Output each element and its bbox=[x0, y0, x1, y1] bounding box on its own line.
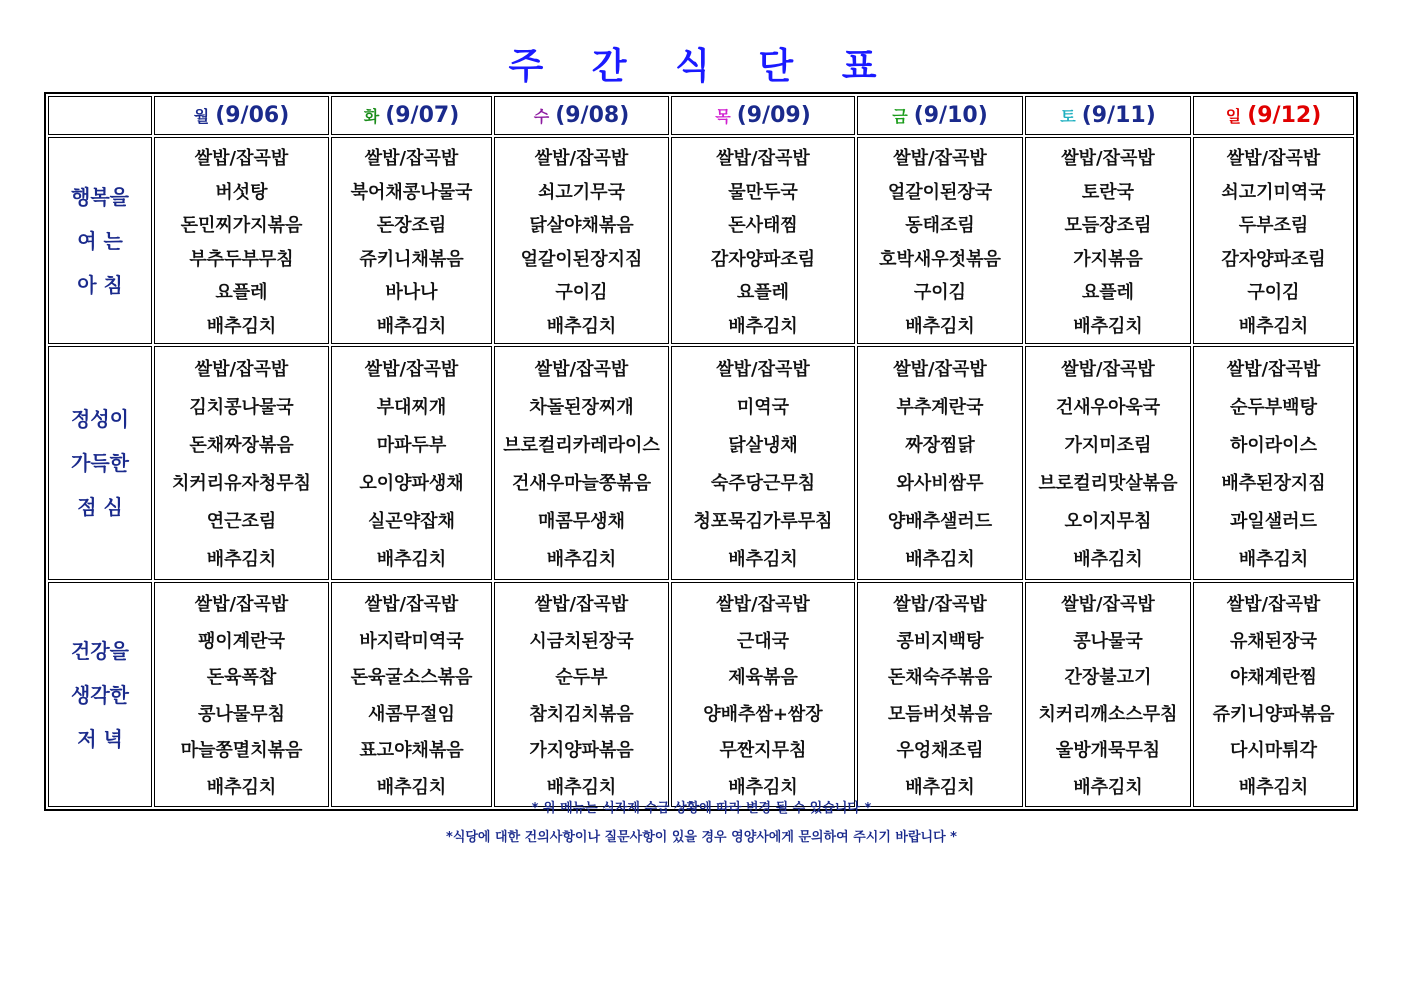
menu-item: 짜장찜닭 bbox=[905, 435, 975, 456]
menu-item: 근대국 bbox=[736, 630, 790, 652]
menu-item: 쇠고기미역국 bbox=[1221, 181, 1326, 203]
menu-item: 가지볶음 bbox=[1073, 248, 1143, 270]
menu-cell bbox=[331, 582, 492, 807]
meal-label bbox=[48, 137, 152, 344]
menu-item: 다시마튀각 bbox=[1230, 740, 1317, 761]
menu-item: 돈민찌가지볶음 bbox=[180, 215, 303, 236]
day-header bbox=[671, 96, 855, 135]
menu-item: 마파두부 bbox=[376, 435, 447, 456]
meal-label bbox=[48, 582, 152, 807]
menu-list bbox=[858, 347, 1022, 579]
menu-item: 배추된장지짐 bbox=[1221, 473, 1326, 494]
menu-list bbox=[155, 347, 328, 579]
menu-list bbox=[495, 138, 668, 343]
menu-item: 쌀밥/잡곡밥 bbox=[1226, 148, 1321, 169]
menu-item: 쌀밥/잡곡밥 bbox=[194, 148, 289, 169]
menu-item: 쌀밥/잡곡밥 bbox=[364, 148, 459, 169]
menu-item: 쌀밥/잡곡밥 bbox=[534, 359, 629, 380]
menu-item: 가지양파볶음 bbox=[529, 740, 634, 761]
menu-item: 간장불고기 bbox=[1064, 667, 1152, 688]
menu-cell bbox=[1193, 346, 1354, 580]
menu-list bbox=[332, 138, 491, 343]
menu-list bbox=[1026, 138, 1190, 343]
menu-list bbox=[1026, 583, 1190, 806]
menu-item: 바나나 bbox=[385, 282, 438, 303]
menu-item: 표고야채볶음 bbox=[359, 740, 464, 761]
menu-item: 배추김치 bbox=[206, 549, 277, 570]
menu-item: 쌀밥/잡곡밥 bbox=[893, 148, 987, 169]
menu-item: 쌀밥/잡곡밥 bbox=[1226, 359, 1321, 380]
menu-item: 김치콩나물국 bbox=[189, 397, 294, 418]
menu-item: 부추계란국 bbox=[896, 397, 984, 418]
menu-item: 돈사태찜 bbox=[728, 215, 798, 236]
menu-list bbox=[672, 138, 854, 343]
menu-item: 쌀밥/잡곡밥 bbox=[893, 359, 987, 380]
menu-cell bbox=[1025, 582, 1191, 807]
menu-item: 닭살냉채 bbox=[728, 435, 798, 456]
menu-item: 닭살야채볶음 bbox=[529, 215, 634, 236]
menu-cell bbox=[331, 137, 492, 344]
day-header bbox=[1025, 96, 1191, 135]
menu-item: 쌀밥/잡곡밥 bbox=[1061, 594, 1155, 615]
menu-list bbox=[332, 583, 491, 806]
menu-item: 실곤약잡채 bbox=[368, 511, 455, 532]
menu-cell bbox=[154, 137, 329, 344]
menu-item: 배추김치 bbox=[1238, 549, 1309, 570]
day-date: (9/06) bbox=[215, 103, 290, 128]
menu-item: 브로컬리맛살볶음 bbox=[1038, 473, 1178, 494]
menu-item: 시금치된장국 bbox=[529, 630, 634, 652]
menu-cell bbox=[154, 346, 329, 580]
menu-item: 부대찌개 bbox=[376, 397, 447, 418]
menu-item: 배추김치 bbox=[1238, 776, 1309, 798]
menu-item: 동태조림 bbox=[905, 215, 975, 236]
menu-item: 청포묵김가루무침 bbox=[693, 511, 833, 532]
menu-item: 배추김치 bbox=[1238, 315, 1309, 337]
meal-label bbox=[48, 346, 152, 580]
menu-list bbox=[672, 347, 854, 579]
menu-item: 구이김 bbox=[1247, 282, 1300, 303]
weekday-icon: 금 bbox=[892, 107, 908, 126]
menu-item: 쌀밥/잡곡밥 bbox=[716, 594, 810, 615]
meal-label-line: 건강을 bbox=[71, 638, 129, 663]
menu-item: 콩나물국 bbox=[1073, 630, 1143, 652]
menu-item: 감자양파조림 bbox=[710, 248, 816, 270]
menu-item: 배추김치 bbox=[546, 315, 617, 337]
weekday-icon: 토 bbox=[1060, 107, 1076, 126]
menu-item: 쌀밥/잡곡밥 bbox=[534, 148, 629, 169]
menu-item: 오이양파생채 bbox=[359, 473, 464, 494]
menu-item: 배추김치 bbox=[546, 776, 617, 798]
menu-cell bbox=[857, 137, 1023, 344]
menu-item: 쌀밥/잡곡밥 bbox=[716, 359, 810, 380]
menu-item: 배추김치 bbox=[1073, 549, 1143, 570]
meal-label-line: 아 침 bbox=[77, 272, 123, 297]
menu-item: 쌀밥/잡곡밥 bbox=[534, 594, 629, 615]
menu-item: 배추김치 bbox=[905, 549, 975, 570]
menu-item: 토란국 bbox=[1081, 181, 1135, 203]
menu-item: 배추김치 bbox=[546, 549, 617, 570]
menu-cell bbox=[857, 346, 1023, 580]
meal-label-line: 점 심 bbox=[77, 495, 123, 519]
menu-item: 유채된장국 bbox=[1230, 630, 1317, 652]
menu-list bbox=[858, 583, 1022, 806]
menu-item: 쌀밥/잡곡밥 bbox=[1061, 359, 1155, 380]
meal-label-line: 생각한 bbox=[71, 682, 129, 707]
menu-item: 버섯탕 bbox=[215, 181, 268, 203]
meal-label-line: 가득한 bbox=[71, 451, 129, 475]
menu-item: 브로컬리카레라이스 bbox=[503, 435, 660, 456]
menu-item: 얼갈이된장지짐 bbox=[520, 248, 643, 270]
menu-cell bbox=[671, 582, 855, 807]
menu-cell bbox=[494, 582, 669, 807]
menu-item: 양배추쌈+쌈장 bbox=[703, 703, 823, 725]
menu-item: 배추김치 bbox=[206, 315, 277, 337]
notice-contact: *식당에 대한 건의사항이나 질문사항이 있을 경우 영양사에게 문의하여 주시기 바랍니다 * bbox=[446, 830, 957, 845]
menu-item: 돈장조림 bbox=[376, 215, 447, 236]
menu-item: 배추김치 bbox=[376, 776, 447, 798]
menu-list bbox=[1194, 347, 1353, 579]
menu-item: 건새우마늘쫑볶음 bbox=[511, 473, 652, 494]
menu-item: 팽이계란국 bbox=[198, 630, 285, 652]
menu-item: 요플레 bbox=[1081, 282, 1135, 303]
weekday-icon: 월 bbox=[193, 107, 210, 126]
menu-item: 배추김치 bbox=[206, 776, 277, 798]
menu-item: 배추김치 bbox=[1073, 776, 1143, 798]
menu-item: 참치김치볶음 bbox=[529, 703, 634, 725]
menu-list bbox=[155, 138, 328, 343]
menu-item: 매콤무생채 bbox=[538, 511, 625, 532]
menu-item: 배추김치 bbox=[1073, 315, 1143, 337]
menu-item: 쌀밥/잡곡밥 bbox=[364, 359, 459, 380]
menu-item: 새콤무절임 bbox=[368, 703, 455, 725]
header-row bbox=[48, 96, 1354, 135]
menu-cell bbox=[1193, 137, 1354, 344]
menu-list bbox=[1194, 583, 1353, 806]
menu-cell bbox=[671, 346, 855, 580]
day-date: (9/09) bbox=[736, 103, 811, 128]
menu-item: 쌀밥/잡곡밥 bbox=[716, 148, 810, 169]
menu-item: 쌀밥/잡곡밥 bbox=[893, 594, 987, 615]
corner-cell bbox=[48, 96, 152, 135]
menu-item: 부추두부무침 bbox=[189, 248, 294, 270]
menu-item: 배추김치 bbox=[905, 776, 975, 798]
menu-item: 배추김치 bbox=[728, 776, 798, 798]
menu-item: 쥬키니채볶음 bbox=[359, 248, 464, 270]
dinner-row bbox=[48, 582, 1354, 807]
menu-cell bbox=[154, 582, 329, 807]
menu-item: 양배추샐러드 bbox=[887, 511, 993, 532]
weekly-menu-table bbox=[44, 92, 1358, 811]
menu-item: 감자양파조림 bbox=[1221, 248, 1326, 270]
meal-label-line: 저 녁 bbox=[77, 726, 123, 751]
menu-list bbox=[1026, 347, 1190, 579]
menu-item: 돈육폭찹 bbox=[206, 667, 277, 688]
menu-cell bbox=[671, 137, 855, 344]
menu-cell bbox=[331, 346, 492, 580]
day-date: (9/10) bbox=[913, 103, 988, 128]
menu-item: 배추김치 bbox=[376, 315, 447, 337]
menu-item: 쌀밥/잡곡밥 bbox=[1226, 594, 1321, 615]
menu-list bbox=[495, 347, 668, 579]
menu-item: 요플레 bbox=[215, 282, 268, 303]
menu-cell bbox=[1193, 582, 1354, 807]
menu-item: 요플레 bbox=[736, 282, 790, 303]
menu-item: 호박새우젓볶음 bbox=[879, 248, 1001, 270]
weekday-icon: 목 bbox=[715, 107, 731, 126]
menu-item: 연근조림 bbox=[206, 511, 277, 532]
lunch-row bbox=[48, 346, 1354, 580]
menu-item: 무짠지무침 bbox=[719, 740, 807, 761]
menu-item: 쇠고기무국 bbox=[538, 181, 625, 203]
menu-item: 배추김치 bbox=[376, 549, 447, 570]
menu-item: 콩비지백탕 bbox=[896, 630, 984, 652]
menu-item: 돈육굴소스볶음 bbox=[350, 667, 473, 688]
menu-item: 제육볶음 bbox=[728, 667, 798, 688]
menu-item: 배추김치 bbox=[728, 315, 798, 337]
day-date: (9/12) bbox=[1247, 103, 1322, 128]
menu-item: 쌀밥/잡곡밥 bbox=[1061, 148, 1155, 169]
menu-item: 순두부백탕 bbox=[1230, 397, 1317, 418]
menu-list bbox=[1194, 138, 1353, 343]
menu-item: 배추김치 bbox=[728, 549, 798, 570]
menu-item: 하이라이스 bbox=[1230, 435, 1317, 456]
menu-item: 구이김 bbox=[555, 282, 608, 303]
page-title: 주 간 식 단 표 bbox=[508, 46, 895, 87]
weekday-icon: 일 bbox=[1225, 107, 1242, 126]
menu-item: 마늘쫑멸치볶음 bbox=[180, 740, 303, 761]
menu-item: 치커리깨소스무침 bbox=[1038, 703, 1178, 725]
meal-label-line: 정성이 bbox=[71, 407, 129, 431]
breakfast-row bbox=[48, 137, 1354, 344]
menu-item: 콩나물무침 bbox=[198, 703, 285, 725]
menu-item: 돈채짜장볶음 bbox=[189, 435, 294, 456]
weekday-icon: 수 bbox=[533, 107, 550, 126]
menu-item: 건새우아욱국 bbox=[1055, 397, 1161, 418]
day-header bbox=[494, 96, 669, 135]
weekday-icon: 화 bbox=[363, 107, 380, 126]
menu-list bbox=[495, 583, 668, 806]
menu-item: 과일샐러드 bbox=[1230, 511, 1317, 532]
menu-item: 차돌된장찌개 bbox=[529, 397, 634, 418]
day-header bbox=[857, 96, 1023, 135]
menu-item: 두부조림 bbox=[1238, 215, 1309, 236]
menu-list bbox=[672, 583, 854, 806]
menu-item: 쌀밥/잡곡밥 bbox=[364, 594, 459, 615]
menu-item: 치커리유자청무침 bbox=[171, 473, 312, 494]
menu-cell bbox=[494, 346, 669, 580]
menu-item: 야채계란찜 bbox=[1230, 667, 1317, 688]
menu-list bbox=[155, 583, 328, 806]
menu-item: 구이김 bbox=[913, 282, 967, 303]
menu-item: 와사비쌈무 bbox=[896, 473, 984, 494]
menu-cell bbox=[1025, 137, 1191, 344]
menu-item: 쌀밥/잡곡밥 bbox=[194, 359, 289, 380]
meal-label-line: 여 는 bbox=[77, 228, 123, 253]
menu-list bbox=[858, 138, 1022, 343]
menu-item: 쌀밥/잡곡밥 bbox=[194, 594, 289, 615]
menu-item: 물만두국 bbox=[728, 181, 798, 203]
day-date: (9/08) bbox=[555, 103, 630, 128]
menu-item: 모듬버섯볶음 bbox=[887, 703, 993, 725]
menu-item: 모듬장조림 bbox=[1064, 215, 1152, 236]
menu-item: 배추김치 bbox=[905, 315, 975, 337]
notice-change: * 위 메뉴는 식자재 수급 상황에 따라 변경 될 수 있습니다 * bbox=[531, 801, 872, 816]
menu-item: 북어채콩나물국 bbox=[350, 181, 473, 203]
menu-item: 미역국 bbox=[736, 397, 790, 418]
menu-item: 쥬키니양파볶음 bbox=[1212, 703, 1335, 725]
menu-item: 돈채숙주볶음 bbox=[887, 667, 993, 688]
menu-cell bbox=[494, 137, 669, 344]
day-date: (9/07) bbox=[385, 103, 460, 128]
menu-list bbox=[332, 347, 491, 579]
day-header bbox=[331, 96, 492, 135]
menu-item: 오이지무침 bbox=[1064, 511, 1152, 532]
meal-label-line: 행복을 bbox=[71, 184, 129, 209]
day-header bbox=[154, 96, 329, 135]
menu-cell bbox=[857, 582, 1023, 807]
menu-item: 울방개묵무침 bbox=[1055, 740, 1161, 761]
day-date: (9/11) bbox=[1081, 103, 1156, 128]
menu-item: 순두부 bbox=[555, 667, 608, 688]
menu-item: 우엉채조림 bbox=[896, 740, 984, 761]
menu-item: 숙주당근무침 bbox=[710, 473, 816, 494]
menu-item: 바지락미역국 bbox=[359, 630, 464, 652]
menu-item: 가지미조림 bbox=[1064, 435, 1152, 456]
menu-item: 얼갈이된장국 bbox=[887, 181, 993, 203]
day-header bbox=[1193, 96, 1354, 135]
menu-cell bbox=[1025, 346, 1191, 580]
